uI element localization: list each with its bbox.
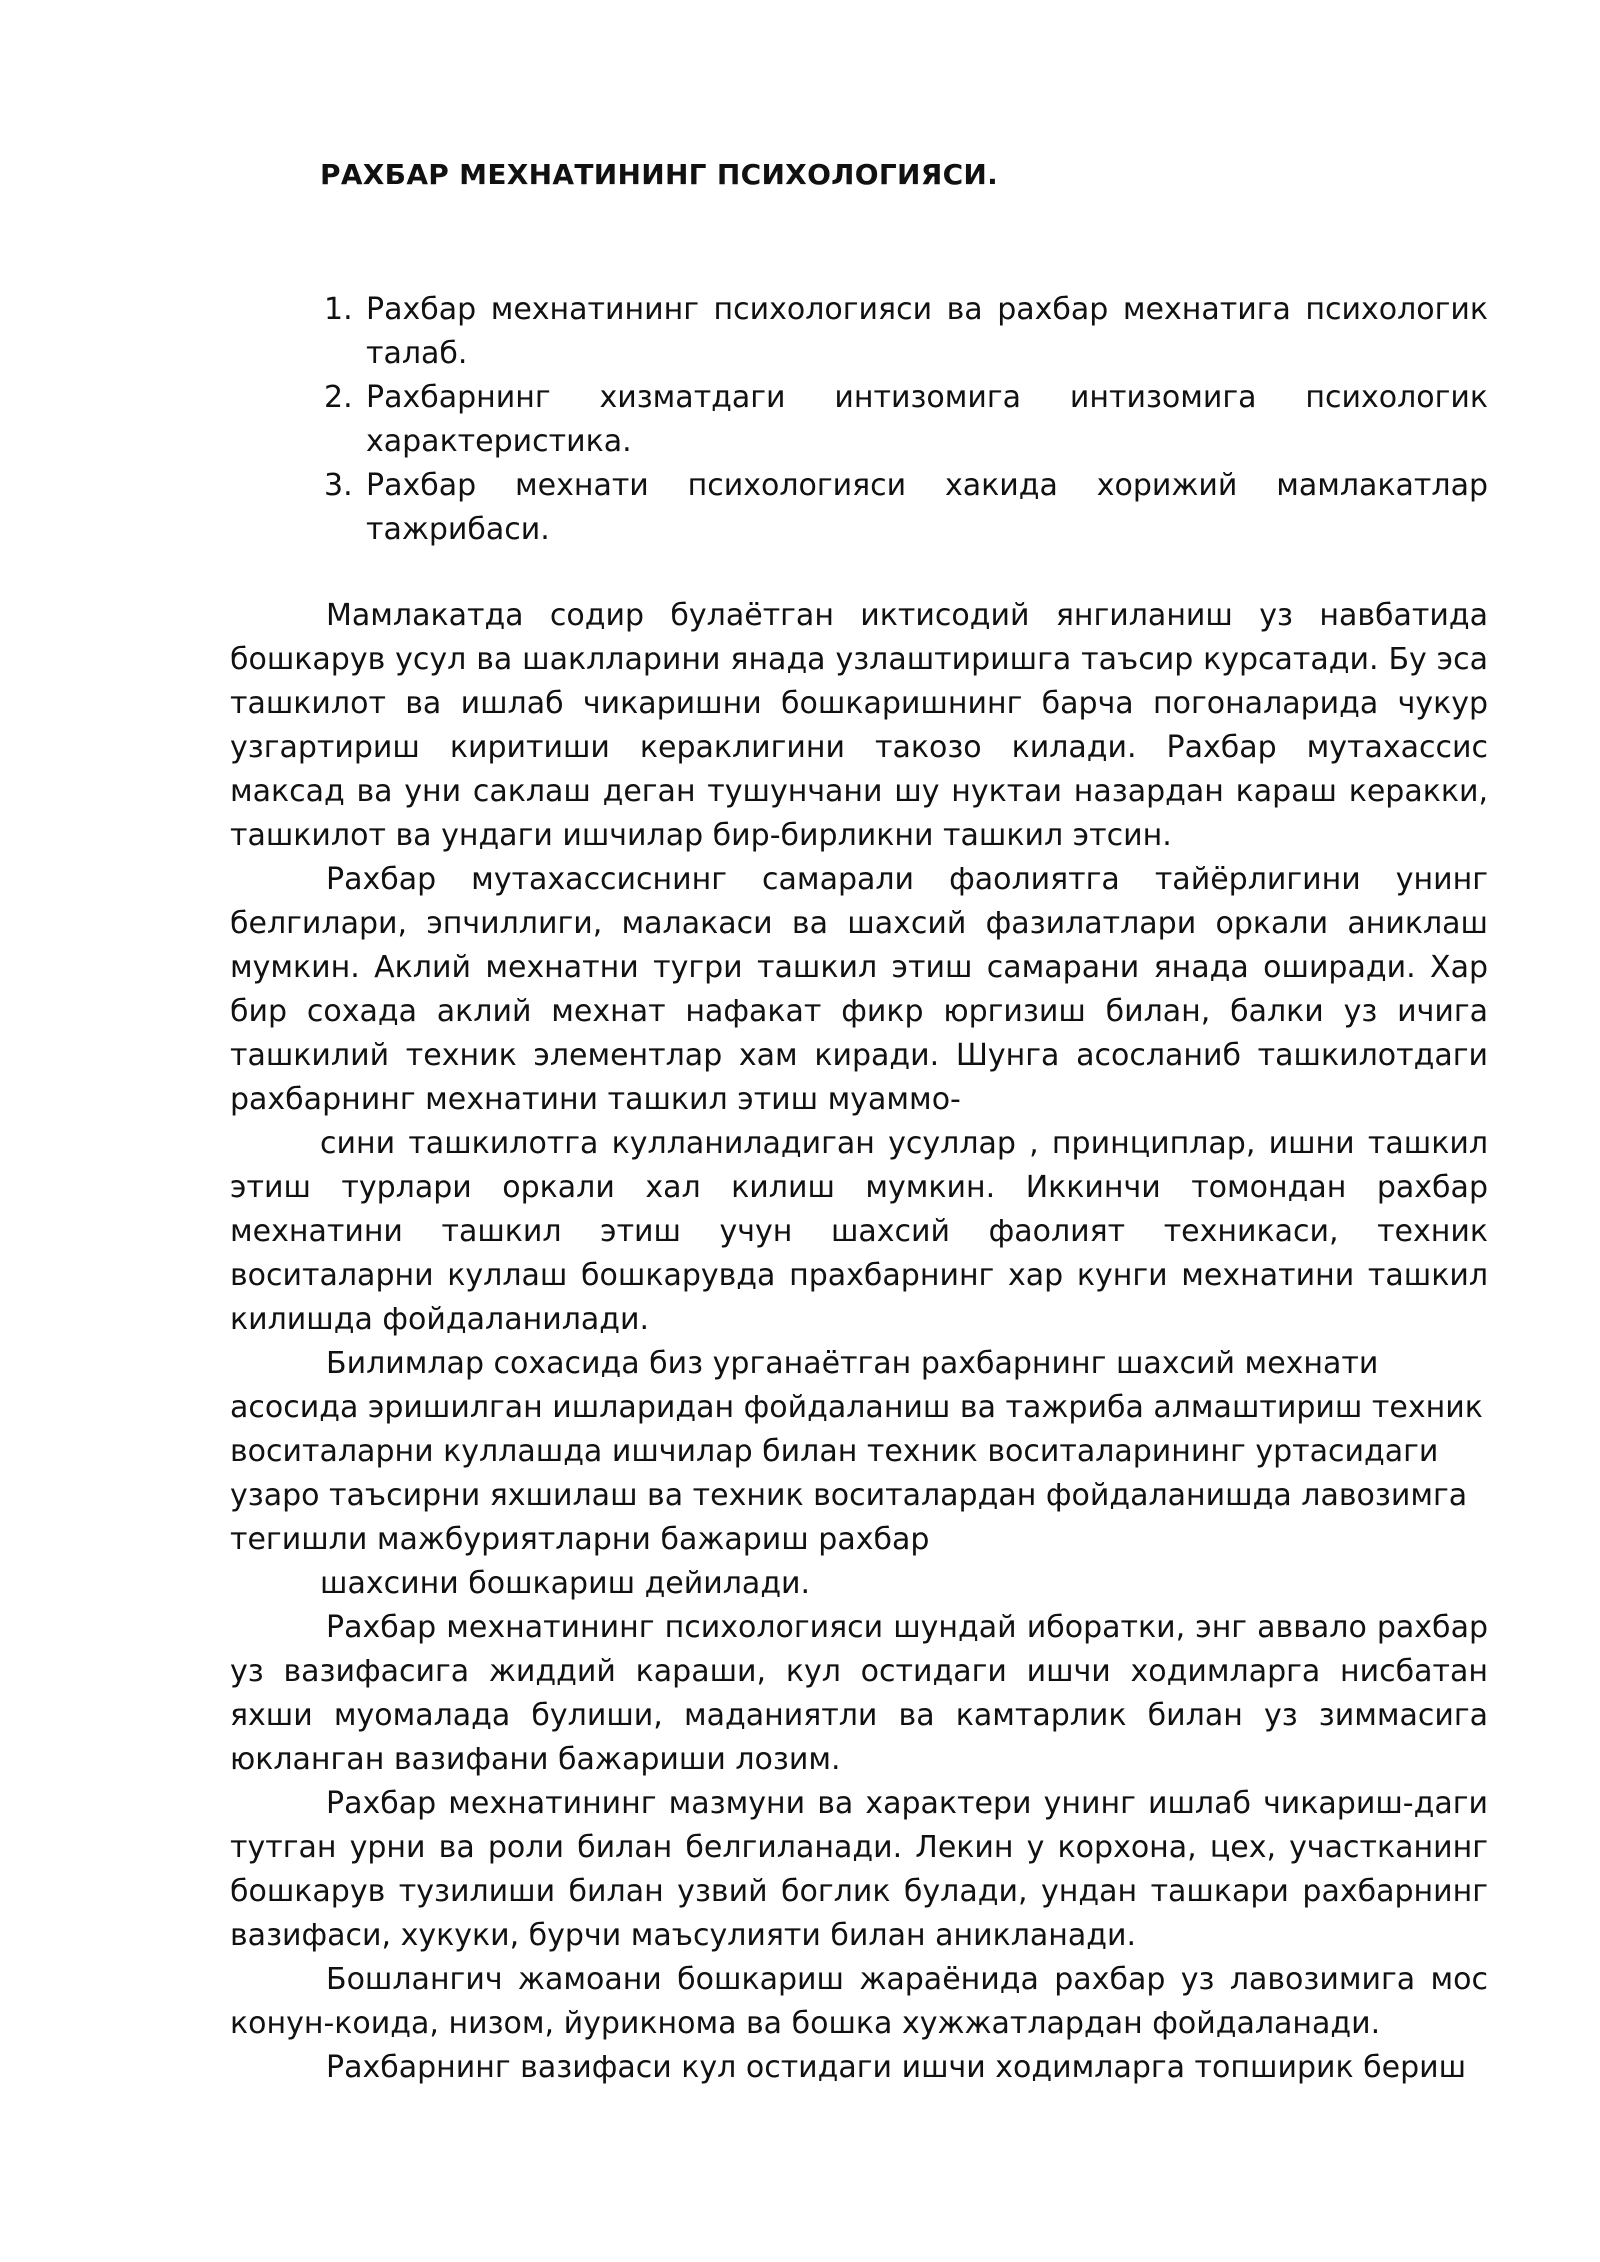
paragraph: Рахбарнинг вазифаси кул остидаги ишчи ходимларга топширик бериш (326, 2050, 1467, 2085)
paragraph: Мамлакатда содир булаётган иктисодий янгиланиш уз навбатида бошкарув усул ва шаклларини янада узлаштиришга таъсир курсатади. Бу эса ташкилот ва ишлаб чикаришни бошкаришнинг барча погоналарида чукур узгартириш киритиши кераклигини такозо килади. Рахбар мутахассис максад ва уни саклаш деган тушунчани шу нуктаи назардан караш керакки, ташкилот ва ундаги ишчилар бир-бирликни ташкил этсин. (230, 598, 1488, 853)
paragraph: сини ташкилотга кулланиладиган усуллар , принциплар, ишни ташкил этиш турлари оркали хал килиш мумкин. Иккинчи томондан рахбар мехнатини ташкил этиш учун шахсий фаолият техникаси, техник воситаларни куллаш бошкарувда прахбарнинг хар кунги мехнатини ташкил килишда фойдаланилади. (230, 1126, 1488, 1337)
document-body (230, 594, 1488, 2090)
topic-item (320, 288, 1488, 376)
paragraph: Рахбар мехнатининг психологияси шундай иборатки, энг аввало рахбар уз вазифасига жиддий караши, кул остидаги ишчи ходимларга нисбатан яхши муомалада булиши, маданиятли ва камтарлик билан уз зиммасига юкланган вазифани бажариши лозим. (230, 1610, 1488, 1777)
topic-text: Рахбар мехнатининг психологияси ва рахбар мехнатига психологик талаб. (366, 292, 1488, 371)
topic-item (320, 376, 1488, 464)
topic-text: Рахбарнинг хизматдаги интизомига интизомига психологик характеристика. (366, 380, 1488, 459)
document-title: РАХБАР МЕХНАТИНИНГ ПСИХОЛОГИЯСИ. (320, 158, 999, 191)
topic-number: 1. (324, 292, 353, 327)
paragraph: Рахбар мехнатининг мазмуни ва характери унинг ишлаб чикариш-даги тутган урни ва роли билан белгиланади. Лекин у корхона, цех, участканинг бошкарув тузилиши билан узвий боглик булади, ундан ташкари рахбарнинг вазифаси, хукуки, бурчи маъсулияти билан аникланади. (230, 1786, 1488, 1953)
paragraph: Рахбар мутахассиснинг самарали фаолиятга тайёрлигини унинг белгилари, эпчиллиги, малакаси ва шахсий фазилатлари оркали аниклаш мумкин. Аклий мехнатни тугри ташкил этиш самарани янада оширади. Хар бир сохада аклий мехнат нафакат фикр юргизиш билан, балки уз ичига ташкилий техник элементлар хам киради. Шунга асосланиб ташкилотдаги рахбарнинг мехнатини ташкил этиш муаммо- (230, 862, 1488, 1117)
paragraph: шахсини бошкариш дейилади. (320, 1566, 811, 1601)
topic-item (320, 464, 1488, 552)
topic-list (320, 288, 1488, 552)
topic-number: 2. (324, 380, 353, 415)
topic-number: 3. (324, 468, 353, 503)
paragraph: узаро таъсирни яхшилаш ва техник воситалардан фойдаланишда лавозимга тегишли мажбуриятларни бажариш рахбар (230, 1478, 1468, 1557)
topic-text: Рахбар мехнати психологияси хакида хорижий мамлакатлар тажрибаси. (366, 468, 1488, 547)
paragraph: Бошлангич жамоани бошкариш жараёнида рахбар уз лавозимига мос конун-коида, низом, йурикнома ва бошка хужжатлардан фойдаланади. (230, 1962, 1488, 2041)
paragraph: Билимлар сохасида биз урганаётган рахбарнинг шахсий мехнати асосида эришилган ишларидан фойдаланиш ва тажриба алмаштириш техник воситаларни куллашда ишчилар билан техник воситаларининг уртасидаги (230, 1346, 1483, 1469)
